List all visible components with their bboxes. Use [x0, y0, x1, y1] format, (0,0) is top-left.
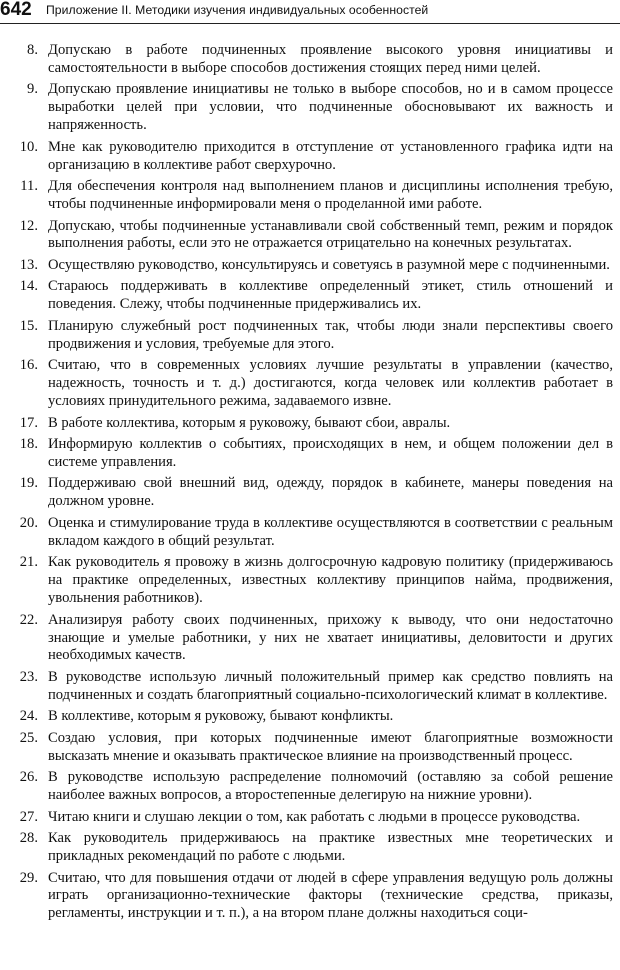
- item-text: Считаю, что в современных условиях лучшие результаты в управлении (качество, надежность, точность и т. д.) достигаются, когда человек или коллектив работает в условиях принудительного режима, задаваемого извне.: [48, 357, 613, 410]
- item-number: 23.: [19, 668, 38, 685]
- item-number: 25.: [19, 729, 38, 746]
- item-text: Осуществляю руководство, консультируясь и советуясь в разумной мере с подчиненными.: [48, 256, 610, 273]
- list-item: [0, 830, 620, 866]
- item-text: Анализируя работу своих подчиненных, прихожу к выводу, что они недостаточно знающие и умелые работники, у них не хватает инициативы, деловитости и других необходимых качеств.: [48, 611, 613, 664]
- item-text: В работе коллектива, которым я руковожу, бывают сбои, авралы.: [48, 414, 451, 431]
- item-number: 22.: [19, 611, 38, 628]
- list-item: [0, 178, 620, 214]
- header-rule: [0, 23, 620, 24]
- item-text: Планирую служебный рост подчиненных так, чтобы люди знали перспективы своего продвижения и условия, требуемые для этого.: [48, 317, 613, 352]
- item-number: 20.: [19, 514, 38, 531]
- item-text: В руководстве использую личный положительный пример как средство повлиять на подчиненных и создать благоприятный социально-психологический климат в коллективе.: [48, 668, 613, 703]
- item-number: 26.: [19, 769, 38, 786]
- list-item: [0, 669, 620, 705]
- item-text: Считаю, что для повышения отдачи от людей в сфере управления ведущую роль должны играть организационно-технические факторы (технические средства, приказы, регламенты, инструкции и т. п.), а на втором плане должны находиться соци-: [48, 869, 613, 922]
- item-text: Стараюсь поддерживать в коллективе определенный этикет, стиль отношений и поведения. Слежу, чтобы подчиненные придерживались их.: [48, 278, 613, 313]
- item-text: Оценка и стимулирование труда в коллективе осуществляются в соответствии с реальным вкладом каждого в общий результат.: [48, 514, 613, 549]
- list-item: [0, 81, 620, 135]
- item-number: 17.: [19, 414, 38, 431]
- list-item: [0, 708, 620, 726]
- item-number: 29.: [19, 869, 38, 886]
- item-number: 16.: [19, 357, 38, 374]
- list-item: [0, 870, 620, 924]
- list-item: [0, 218, 620, 254]
- list-item: [0, 318, 620, 354]
- item-number: 19.: [19, 475, 38, 492]
- item-text: Допускаю проявление инициативы не только в выборе способов, но и в самом процессе выработки целей при условии, что подчиненные обосновывают их важность и напряженность.: [48, 81, 613, 134]
- item-number: 13.: [19, 256, 38, 273]
- running-title: Приложение II. Методики изучения индивидуальных особенностей: [46, 3, 429, 17]
- list-item: [0, 415, 620, 433]
- list-item: [0, 278, 620, 314]
- item-number: 21.: [19, 554, 38, 571]
- item-text: Как руководитель придерживаюсь на практике известных мне теоретических и прикладных рекомендаций по работе с людьми.: [48, 830, 613, 865]
- item-text: Поддерживаю свой внешний вид, одежду, порядок в кабинете, манеры поведения на должном уровне.: [48, 475, 613, 510]
- item-number: 9.: [27, 81, 38, 98]
- list-item: [0, 357, 620, 411]
- item-text: Допускаю, чтобы подчиненные устанавливали свой собственный темп, режим и порядок выполнения работы, если это не отражается отрицательно на конечных результатах.: [48, 217, 613, 252]
- item-number: 14.: [19, 278, 38, 295]
- list-item: [0, 769, 620, 805]
- item-number: 11.: [20, 178, 38, 195]
- item-number: 10.: [19, 138, 38, 155]
- item-number: 12.: [19, 217, 38, 234]
- item-number: 24.: [19, 708, 38, 725]
- list-item: [0, 475, 620, 511]
- list-item: [0, 554, 620, 608]
- list-item: [0, 436, 620, 472]
- item-text: Как руководитель я провожу в жизнь долгосрочную кадровую политику (придерживаюсь на практике определенных, известных коллективу принципов найма, продвижения, увольнения работников).: [48, 554, 613, 607]
- page-header: [0, 0, 620, 22]
- item-text: Мне как руководителю приходится в отступление от установленного графика идти на организацию в коллективе работ сверхурочно.: [48, 138, 613, 173]
- item-text: Допускаю в работе подчиненных проявление высокого уровня инициативы и самостоятельности в выборе способов достижения стоящих перед ними целей.: [48, 42, 613, 76]
- item-text: В руководстве использую распределение полномочий (оставляю за собой решение наиболее важных вопросов, а второстепенные делегирую на нижние уровни).: [48, 769, 613, 804]
- item-number: 18.: [19, 436, 38, 453]
- item-text: Информирую коллектив о событиях, происходящих в нем, и общем положении дел в системе управления.: [48, 436, 613, 470]
- list-item: [0, 42, 620, 78]
- item-text: Создаю условия, при которых подчиненные имеют благоприятные возможности высказать мнение и оказывать практическое влияние на производственный процесс.: [48, 729, 613, 764]
- page-number: 642: [0, 0, 32, 20]
- questionnaire-list: [0, 42, 620, 927]
- item-text: Читаю книги и слушаю лекции о том, как работать с людьми в процессе руководства.: [48, 808, 581, 825]
- item-text: Для обеспечения контроля над выполнением планов и дисциплины исполнения требую, чтобы подчиненные информировали меня о проделанной ими работе.: [48, 178, 613, 213]
- item-number: 27.: [19, 808, 38, 825]
- item-number: 15.: [19, 317, 38, 334]
- list-item: [0, 809, 620, 827]
- list-item: [0, 257, 620, 275]
- list-item: [0, 612, 620, 666]
- list-item: [0, 139, 620, 175]
- list-item: [0, 515, 620, 551]
- list-item: [0, 730, 620, 766]
- item-number: 28.: [19, 830, 38, 847]
- item-number: 8.: [27, 42, 38, 58]
- item-text: В коллективе, которым я руковожу, бывают конфликты.: [48, 708, 394, 725]
